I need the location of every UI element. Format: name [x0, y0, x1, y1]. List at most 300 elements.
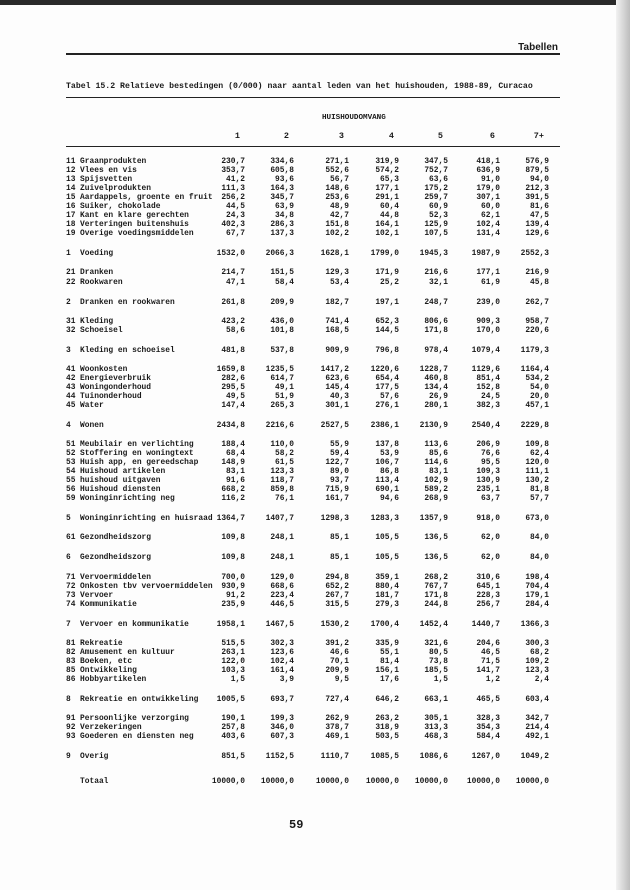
cell-value: 469,1	[325, 732, 349, 742]
cell-value: 248,7	[424, 297, 448, 307]
cell-value: 1945,3	[419, 249, 448, 259]
cell-value: 652,2	[325, 581, 349, 591]
cell-value: 109,8	[221, 533, 245, 543]
cell-value: 198,4	[525, 572, 549, 582]
row-code: 42	[66, 373, 76, 383]
subtotal-row	[0, 421, 630, 430]
cell-value: 63,9	[275, 202, 294, 212]
cell-value: 139,4	[525, 220, 549, 230]
cell-value: 54,0	[530, 382, 549, 392]
table-row	[0, 675, 630, 684]
cell-value: 141,7	[476, 665, 500, 675]
cell-value: 1283,3	[370, 514, 399, 524]
row-code: 13	[66, 175, 76, 185]
cell-value: 3,9	[279, 674, 294, 684]
title-rule	[66, 97, 560, 98]
cell-value: 1179,3	[520, 345, 549, 355]
cell-value: 46,6	[330, 647, 349, 657]
cell-value: 256,7	[476, 599, 500, 609]
cell-value: 47,1	[226, 277, 245, 287]
cell-value: 1,5	[230, 674, 245, 684]
cell-value: 53,9	[380, 449, 399, 459]
cell-value: 1049,2	[520, 752, 549, 762]
cell-value: 170,0	[476, 325, 500, 335]
cell-value: 102,1	[375, 229, 399, 239]
cell-value: 130,2	[525, 476, 549, 486]
cell-value: 10000,0	[211, 777, 245, 787]
row-label: Voeding	[80, 249, 114, 259]
column-group-header: HUISHOUDOMVANG	[322, 114, 386, 122]
row-code: 86	[66, 674, 76, 684]
cell-value: 144,5	[375, 325, 399, 335]
cell-value: 1366,3	[520, 619, 549, 629]
cell-value: 1005,5	[216, 694, 245, 704]
cell-value: 313,3	[424, 723, 448, 733]
cell-value: 161,7	[325, 494, 349, 504]
cell-value: 909,9	[325, 345, 349, 355]
cell-value: 328,3	[476, 714, 500, 724]
row-code: 44	[66, 391, 76, 401]
row-code: 5	[66, 514, 71, 524]
cell-value: 2527,5	[320, 420, 349, 430]
subtotal-row	[0, 298, 630, 307]
cell-value: 129,6	[525, 229, 549, 239]
subtotal-row	[0, 553, 630, 562]
cell-value: 534,2	[525, 373, 549, 383]
table-row	[0, 202, 630, 211]
cell-value: 652,3	[375, 316, 399, 326]
cell-value: 1298,3	[320, 514, 349, 524]
row-label: Vervoermiddelen	[80, 572, 152, 582]
table-row	[0, 220, 630, 229]
cell-value: 423,2	[221, 316, 245, 326]
row-code: 12	[66, 166, 76, 176]
subtotal-row	[0, 695, 630, 704]
cell-value: 84,0	[530, 553, 549, 563]
cell-value: 576,9	[525, 157, 549, 166]
cell-value: 60,9	[429, 202, 448, 212]
cell-value: 103,3	[221, 665, 245, 675]
cell-value: 156,1	[375, 665, 399, 675]
table-row	[0, 268, 630, 277]
cell-value: 248,1	[270, 553, 294, 563]
row-code: 73	[66, 590, 76, 600]
table-row	[0, 317, 630, 326]
cell-value: 123,3	[525, 665, 549, 675]
cell-value: 32,1	[429, 277, 448, 287]
row-label: Woningonderhoud	[80, 382, 152, 392]
cell-value: 767,7	[424, 581, 448, 591]
table-row	[0, 157, 630, 166]
cell-value: 47,5	[530, 211, 549, 221]
row-label: Overige voedingsmiddelen	[80, 229, 194, 239]
cell-value: 267,7	[325, 590, 349, 600]
row-label: Aardappels, groente en fruit	[80, 193, 213, 203]
cell-value: 209,9	[270, 297, 294, 307]
row-label: Rookwaren	[80, 277, 123, 287]
cell-value: 645,1	[476, 581, 500, 591]
cell-value: 105,5	[375, 533, 399, 543]
cell-value: 468,3	[424, 732, 448, 742]
table-row	[0, 401, 630, 410]
cell-value: 109,3	[476, 467, 500, 477]
cell-value: 199,3	[270, 714, 294, 724]
cell-value: 93,7	[330, 476, 349, 486]
cell-value: 930,9	[221, 581, 245, 591]
row-code: 82	[66, 647, 76, 657]
cell-value: 80,5	[429, 647, 448, 657]
table-row	[0, 458, 630, 467]
cell-value: 55,1	[380, 647, 399, 657]
cell-value: 94,6	[380, 494, 399, 504]
cell-value: 83,1	[226, 467, 245, 477]
subtotal-row	[0, 346, 630, 355]
cell-value: 113,4	[375, 476, 399, 486]
table-row	[0, 383, 630, 392]
subtotal-row	[0, 514, 630, 523]
row-label: Suiker, chokolade	[80, 202, 161, 212]
table-row	[0, 467, 630, 476]
row-code: 19	[66, 229, 76, 239]
row-code: 2	[66, 297, 71, 307]
cell-value: 235,1	[476, 485, 500, 495]
cell-value: 107,5	[424, 229, 448, 239]
cell-value: 85,1	[330, 533, 349, 543]
cell-value: 26,9	[429, 391, 448, 401]
cell-value: 1958,1	[216, 619, 245, 629]
cell-value: 436,0	[270, 316, 294, 326]
row-label: Boeken, etc	[80, 656, 133, 666]
table-row	[0, 229, 630, 238]
cell-value: 168,5	[325, 325, 349, 335]
table-row	[0, 732, 630, 741]
cell-value: 294,8	[325, 572, 349, 582]
cell-value: 44,8	[380, 211, 399, 221]
row-code: 72	[66, 581, 76, 591]
cell-value: 457,1	[525, 400, 549, 410]
row-label: Meubilair en verlichting	[80, 440, 194, 450]
cell-value: 46,5	[481, 647, 500, 657]
cell-value: 52,3	[429, 211, 448, 221]
table-row	[0, 666, 630, 675]
cell-value: 515,5	[221, 638, 245, 648]
row-code: 93	[66, 732, 76, 742]
cell-value: 164,3	[270, 184, 294, 194]
cell-value: 49,5	[226, 391, 245, 401]
row-code: 51	[66, 440, 76, 450]
row-label: Woninginrichting neg	[80, 494, 175, 504]
row-label: Kleding en schoeisel	[80, 345, 175, 355]
row-label: Stoffering en woningtext	[80, 449, 194, 459]
cell-value: 114,6	[424, 458, 448, 468]
table-row	[0, 723, 630, 732]
cell-value: 1440,7	[471, 619, 500, 629]
row-label: Vlees en vis	[80, 166, 137, 176]
cell-value: 151,5	[270, 268, 294, 278]
cell-value: 86,8	[380, 467, 399, 477]
row-code: 32	[66, 325, 76, 335]
cell-value: 460,8	[424, 373, 448, 383]
cell-value: 105,5	[375, 553, 399, 563]
cell-value: 1079,4	[471, 345, 500, 355]
row-code: 59	[66, 494, 76, 504]
cell-value: 704,4	[525, 581, 549, 591]
cell-value: 1357,9	[419, 514, 448, 524]
row-code: 81	[66, 638, 76, 648]
cell-value: 151,8	[325, 220, 349, 230]
cell-value: 909,3	[476, 316, 500, 326]
cell-value: 73,8	[429, 656, 448, 666]
row-code: 85	[66, 665, 76, 675]
cell-value: 136,5	[424, 533, 448, 543]
table-row	[0, 166, 630, 175]
column-header: 1	[234, 131, 240, 141]
cell-value: 17,6	[380, 674, 399, 684]
row-label: Vervoer en kommunikatie	[80, 619, 189, 629]
cell-value: 60,4	[380, 202, 399, 212]
cell-value: 1152,5	[265, 752, 294, 762]
row-code: 74	[66, 599, 76, 609]
cell-value: 214,7	[221, 268, 245, 278]
row-code: 61	[66, 533, 76, 543]
cell-value: 63,6	[429, 175, 448, 185]
cell-value: 197,1	[375, 297, 399, 307]
cell-value: 212,3	[525, 184, 549, 194]
cell-value: 1220,6	[370, 364, 399, 374]
cell-value: 24,3	[226, 211, 245, 221]
cell-value: 623,6	[325, 373, 349, 383]
cell-value: 204,6	[476, 638, 500, 648]
cell-value: 91,2	[226, 590, 245, 600]
cell-value: 122,7	[325, 458, 349, 468]
cell-value: 44,5	[226, 202, 245, 212]
row-label: Zuivelprodukten	[80, 184, 152, 194]
cell-value: 67,7	[226, 229, 245, 239]
row-code: 14	[66, 184, 76, 194]
row-code: 4	[66, 420, 71, 430]
cell-value: 71,5	[481, 656, 500, 666]
cell-value: 391,5	[525, 193, 549, 203]
cell-value: 391,2	[325, 638, 349, 648]
cell-value: 239,0	[476, 297, 500, 307]
cell-value: 85,6	[429, 449, 448, 459]
cell-value: 179,0	[476, 184, 500, 194]
row-code: 31	[66, 316, 76, 326]
cell-value: 307,1	[476, 193, 500, 203]
cell-value: 305,1	[424, 714, 448, 724]
cell-value: 123,6	[270, 647, 294, 657]
cell-value: 806,6	[424, 316, 448, 326]
cell-value: 102,4	[476, 220, 500, 230]
cell-value: 321,6	[424, 638, 448, 648]
subtotal-row	[0, 752, 630, 761]
header-bottom-rule	[66, 146, 560, 147]
row-code: 16	[66, 202, 76, 212]
cell-value: 279,3	[375, 599, 399, 609]
cell-value: 171,9	[375, 268, 399, 278]
cell-value: 136,5	[424, 553, 448, 563]
row-label: Spijsvetten	[80, 175, 133, 185]
cell-value: 25,2	[380, 277, 399, 287]
cell-value: 10000,0	[466, 777, 500, 787]
cell-value: 175,2	[424, 184, 448, 194]
cell-value: 1364,7	[216, 514, 245, 524]
cell-value: 345,7	[270, 193, 294, 203]
row-code: 83	[66, 656, 76, 666]
cell-value: 91,0	[481, 175, 500, 185]
cell-value: 214,4	[525, 723, 549, 733]
column-header: 4	[388, 131, 394, 141]
cell-value: 2552,3	[520, 249, 549, 259]
scan-border-top	[0, 0, 630, 5]
cell-value: 10000,0	[414, 777, 448, 787]
cell-value: 109,8	[221, 553, 245, 563]
cell-value: 1086,6	[419, 752, 448, 762]
cell-value: 164,1	[375, 220, 399, 230]
cell-value: 418,1	[476, 157, 500, 166]
cell-value: 851,4	[476, 373, 500, 383]
cell-value: 353,7	[221, 166, 245, 176]
cell-value: 1,2	[485, 674, 500, 684]
row-code: 41	[66, 364, 76, 374]
column-header: 2	[283, 131, 289, 141]
cell-value: 663,1	[424, 694, 448, 704]
cell-value: 503,5	[375, 732, 399, 742]
cell-value: 95,5	[481, 458, 500, 468]
table-row	[0, 449, 630, 458]
row-code: 54	[66, 467, 76, 477]
cell-value: 257,8	[221, 723, 245, 733]
cell-value: 636,9	[476, 166, 500, 176]
cell-value: 1,5	[433, 674, 448, 684]
cell-value: 116,2	[221, 494, 245, 504]
cell-value: 2130,9	[419, 420, 448, 430]
cell-value: 62,1	[481, 211, 500, 221]
table-row	[0, 485, 630, 494]
cell-value: 302,3	[270, 638, 294, 648]
cell-value: 106,7	[375, 458, 399, 468]
cell-value: 282,6	[221, 373, 245, 383]
row-code: 18	[66, 220, 76, 230]
cell-value: 10000,0	[260, 777, 294, 787]
table-row	[0, 657, 630, 666]
row-label: Kommunikatie	[80, 599, 137, 609]
cell-value: 2229,8	[520, 420, 549, 430]
cell-value: 295,5	[221, 382, 245, 392]
cell-value: 185,5	[424, 665, 448, 675]
column-header: 3	[338, 131, 344, 141]
cell-value: 81,6	[530, 202, 549, 212]
cell-value: 1129,6	[471, 364, 500, 374]
cell-value: 1799,0	[370, 249, 399, 259]
cell-value: 2,4	[534, 674, 549, 684]
cell-value: 584,4	[476, 732, 500, 742]
cell-value: 2434,8	[216, 420, 245, 430]
cell-value: 171,8	[424, 590, 448, 600]
row-label: Goederen en diensten neg	[80, 732, 194, 742]
cell-value: 346,0	[270, 723, 294, 733]
table-title: Tabel 15.2 Relatieve bestedingen (0/000) naar aantal leden van het huishouden, 1988-89, Curacao	[66, 82, 533, 91]
row-label: Vervoer	[80, 590, 114, 600]
cell-value: 62,0	[481, 553, 500, 563]
row-label: Huish app, en gereedschap	[80, 458, 199, 468]
row-label: Huishoud diensten	[80, 485, 161, 495]
total-row	[0, 777, 630, 786]
cell-value: 334,6	[270, 157, 294, 166]
cell-value: 134,4	[424, 382, 448, 392]
cell-value: 48,9	[330, 202, 349, 212]
cell-value: 280,1	[424, 400, 448, 410]
table-row	[0, 211, 630, 220]
cell-value: 10000,0	[365, 777, 399, 787]
row-code: 43	[66, 382, 76, 392]
row-label: Water	[80, 400, 104, 410]
page-number: 59	[289, 818, 304, 832]
cell-value: 137,8	[375, 440, 399, 450]
row-label: Verzekeringen	[80, 723, 142, 733]
row-code: 91	[66, 714, 76, 724]
row-code: 3	[66, 345, 71, 355]
cell-value: 177,1	[476, 268, 500, 278]
cell-value: 118,7	[270, 476, 294, 486]
row-label: Woninginrichting en huisraad	[80, 514, 213, 524]
cell-value: 918,0	[476, 514, 500, 524]
cell-value: 880,4	[375, 581, 399, 591]
cell-value: 216,9	[525, 268, 549, 278]
table-row	[0, 440, 630, 449]
cell-value: 58,6	[226, 325, 245, 335]
cell-value: 62,4	[530, 449, 549, 459]
cell-value: 382,3	[476, 400, 500, 410]
row-code: 22	[66, 277, 76, 287]
row-label: Energieverbruik	[80, 373, 152, 383]
cell-value: 131,4	[476, 229, 500, 239]
cell-value: 177,1	[375, 184, 399, 194]
cell-value: 268,9	[424, 494, 448, 504]
cell-value: 879,5	[525, 166, 549, 176]
row-label: huishoud uitgaven	[80, 476, 161, 486]
table-row	[0, 326, 630, 335]
cell-value: 42,7	[330, 211, 349, 221]
cell-value: 83,1	[429, 467, 448, 477]
cell-value: 111,1	[525, 467, 549, 477]
cell-value: 1164,4	[520, 364, 549, 374]
cell-value: 1235,5	[265, 364, 294, 374]
cell-value: 223,4	[270, 590, 294, 600]
cell-value: 220,6	[525, 325, 549, 335]
cell-value: 261,8	[221, 297, 245, 307]
table-row	[0, 365, 630, 374]
cell-value: 796,8	[375, 345, 399, 355]
row-label: Onkosten tbv vervoermiddelen	[80, 581, 213, 591]
cell-value: 1085,5	[370, 752, 399, 762]
cell-value: 2066,3	[265, 249, 294, 259]
cell-value: 378,7	[325, 723, 349, 733]
cell-value: 10000,0	[315, 777, 349, 787]
cell-value: 253,6	[325, 193, 349, 203]
cell-value: 263,1	[221, 647, 245, 657]
table-row	[0, 193, 630, 202]
cell-value: 91,6	[226, 476, 245, 486]
subtotal-row	[0, 249, 630, 258]
cell-value: 342,7	[525, 714, 549, 724]
cell-value: 2386,1	[370, 420, 399, 430]
row-label: Dranken	[80, 268, 114, 278]
cell-value: 537,8	[270, 345, 294, 355]
cell-value: 63,7	[481, 494, 500, 504]
cell-value: 693,7	[270, 694, 294, 704]
row-label: Rekreatie en ontwikkeling	[80, 694, 199, 704]
